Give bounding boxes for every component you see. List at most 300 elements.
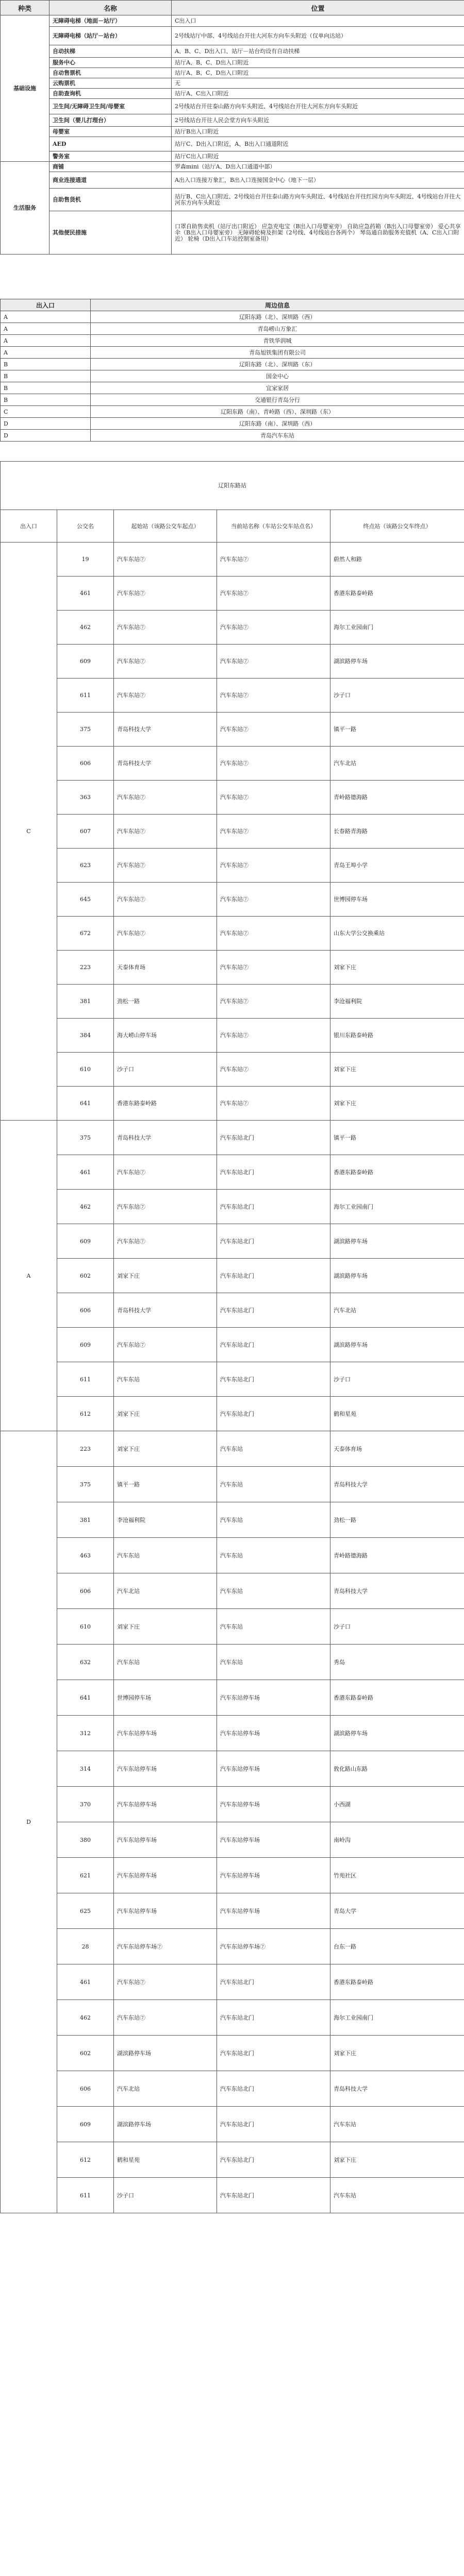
route-start: 刘家下庄 — [114, 1431, 217, 1467]
route-bus: 641 — [57, 1680, 114, 1716]
route-bus: 312 — [57, 1716, 114, 1751]
route-start: 汽车东站⑦ — [114, 645, 217, 679]
facility-name: 母婴室 — [49, 127, 172, 137]
route-bus: 463 — [57, 1538, 114, 1573]
route-bus: 314 — [57, 1751, 114, 1787]
route-bus: 462 — [57, 2000, 114, 2036]
facility-location: 站厅A、B、C、D出入口附近 — [172, 58, 464, 68]
route-start: 刘家下庄 — [114, 1397, 217, 1431]
route-bus: 610 — [57, 1053, 114, 1087]
route-current: 汽车东站北门 — [217, 2000, 330, 2036]
facility-row — [1, 45, 464, 58]
facility-location: C出入口 — [172, 15, 464, 27]
route-end: 湖滨路停车场 — [330, 1259, 464, 1293]
facility-row — [1, 89, 464, 99]
route-end: 刘家下庄 — [330, 1053, 464, 1087]
exit-row — [1, 418, 464, 430]
route-current: 汽车东站北门 — [217, 1155, 330, 1190]
route-start: 汽车东站停车场 — [114, 1787, 217, 1822]
route-bus: 461 — [57, 1964, 114, 2000]
route-current: 汽车东站北门 — [217, 1190, 330, 1224]
route-start: 汽车东站⑦ — [114, 781, 217, 815]
route-start: 青岛科技大学 — [114, 1121, 217, 1155]
route-bus: 610 — [57, 1609, 114, 1645]
route-end: 秀岛 — [330, 1645, 464, 1680]
route-bus: 623 — [57, 849, 114, 883]
exit-row — [1, 370, 464, 382]
route-start: 汽车东站停车场 — [114, 1822, 217, 1858]
route-start: 汽车东站⑦ — [114, 849, 217, 883]
route-current: 汽车东站停车场 — [217, 1680, 330, 1716]
exit-info: 宜家家居 — [91, 382, 464, 394]
route-row — [1, 1467, 464, 1502]
route-bus: 380 — [57, 1822, 114, 1858]
facility-location: A、B、C、D出入口、站厅－站台均设有自动扶梯 — [172, 45, 464, 58]
route-end: 青岛大学 — [330, 1893, 464, 1929]
route-end: 南岭沟 — [330, 1822, 464, 1858]
route-current: 汽车东站北门 — [217, 2036, 330, 2071]
route-current: 汽车东站⑦ — [217, 1087, 330, 1121]
route-row — [1, 781, 464, 815]
exit-label: B — [1, 359, 91, 370]
route-start: 刘家下庄 — [114, 1259, 217, 1293]
route-row — [1, 1787, 464, 1822]
route-start: 汽车东站 — [114, 1645, 217, 1680]
exit-label: A — [1, 335, 91, 347]
facility-row — [1, 99, 464, 114]
exit-row — [1, 406, 464, 418]
route-row — [1, 1893, 464, 1929]
route-end: 沙子口 — [330, 1362, 464, 1397]
facility-name: 无障碍电梯（站厅－站台） — [49, 27, 172, 45]
route-current: 汽车东站⑦ — [217, 543, 330, 577]
route-bus: 375 — [57, 713, 114, 747]
route-row — [1, 1155, 464, 1190]
route-current: 汽车东站 — [217, 1573, 330, 1609]
route-row — [1, 1087, 464, 1121]
route-bus: 611 — [57, 2178, 114, 2213]
route-row — [1, 1964, 464, 2000]
route-bus: 375 — [57, 1121, 114, 1155]
exit-row — [1, 430, 464, 442]
facility-name: 卫生间（婴儿打理台） — [49, 114, 172, 127]
route-start: 汽车东站 — [114, 1538, 217, 1573]
route-row — [1, 2000, 464, 2036]
facility-location: A出入口连接万象汇，B出入口连接国金中心（地下一层） — [172, 172, 464, 189]
route-current: 汽车东站北门 — [217, 1328, 330, 1362]
route-bus: 461 — [57, 577, 114, 611]
route-start: 沙子口 — [114, 2178, 217, 2213]
route-current: 汽车东站停车场 — [217, 1858, 330, 1893]
route-end: 湖滨路停车场 — [330, 1224, 464, 1259]
facility-location: 罗森mini（站厅A、D出入口通道中部） — [172, 162, 464, 172]
exit-label: A — [1, 311, 91, 323]
route-end: 沙子口 — [330, 679, 464, 713]
route-start: 世博园停车场 — [114, 1680, 217, 1716]
route-row — [1, 1822, 464, 1858]
route-start: 汽车东站⑦ — [114, 1155, 217, 1190]
exit-info: 辽阳东路（北）、深圳路（东） — [91, 359, 464, 370]
route-start: 汽车东站⑦ — [114, 577, 217, 611]
exit-row — [1, 323, 464, 335]
route-bus: 607 — [57, 815, 114, 849]
exit-label: D — [1, 418, 91, 430]
route-end: 青岭路德海路 — [330, 1538, 464, 1573]
route-start: 汽车东站停车场 — [114, 1893, 217, 1929]
route-row — [1, 2071, 464, 2107]
route-start: 李沧福利院 — [114, 1502, 217, 1538]
facility-name: 服务中心 — [49, 58, 172, 68]
facility-row — [1, 58, 464, 68]
route-end: 香港东路泰岭路 — [330, 1155, 464, 1190]
facility-table — [0, 0, 464, 255]
route-bus: 621 — [57, 1858, 114, 1893]
route-bus: 609 — [57, 1328, 114, 1362]
route-current: 汽车东站⑦ — [217, 951, 330, 985]
facility-name: 警务室 — [49, 151, 172, 162]
exit-info: 交通银行青岛分行 — [91, 394, 464, 406]
route-row — [1, 1121, 464, 1155]
facility-name: 云购票机 — [49, 78, 172, 89]
route-current: 汽车东站北门 — [217, 1224, 330, 1259]
route-exit: D — [1, 1431, 57, 2213]
route-end: 长春路青海路 — [330, 815, 464, 849]
facility-body — [1, 15, 464, 255]
route-row — [1, 543, 464, 577]
route-current: 汽车东站北门 — [217, 1362, 330, 1397]
route-row — [1, 883, 464, 917]
route-current: 汽车东站停车场 — [217, 1822, 330, 1858]
route-current: 汽车东站⑦ — [217, 781, 330, 815]
exit-row — [1, 311, 464, 323]
route-end: 香港东路泰岭路 — [330, 577, 464, 611]
route-end: 鹤和星苑 — [330, 1397, 464, 1431]
route-start: 汽车东站⑦ — [114, 883, 217, 917]
route-row — [1, 1609, 464, 1645]
route-current: 汽车东站 — [217, 1431, 330, 1467]
route-exit: A — [1, 1121, 57, 1431]
route-end: 湖滨路停车场 — [330, 645, 464, 679]
exit-info: 辽阳东路（南）、深圳路（西） — [91, 418, 464, 430]
route-start: 汽车北站 — [114, 2071, 217, 2107]
exit-row — [1, 382, 464, 394]
route-bus: 606 — [57, 2071, 114, 2107]
route-bus: 612 — [57, 2142, 114, 2178]
route-row — [1, 1573, 464, 1609]
route-end: 青岛科技大学 — [330, 2071, 464, 2107]
route-bus: 609 — [57, 1224, 114, 1259]
route-row — [1, 2178, 464, 2213]
route-start: 湖滨路停车场 — [114, 2036, 217, 2071]
route-end: 山东大学公交换乘站 — [330, 917, 464, 951]
exit-label: B — [1, 370, 91, 382]
exit-label: A — [1, 347, 91, 359]
facility-row — [1, 78, 464, 89]
route-header-current: 当前站名称（车站公交车站点名） — [217, 510, 330, 543]
facility-row — [1, 211, 464, 255]
route-bus: 625 — [57, 1893, 114, 1929]
route-start: 汽车东站⑦ — [114, 1190, 217, 1224]
route-bus: 28 — [57, 1929, 114, 1964]
facility-name: 自助售货机 — [49, 189, 172, 211]
facility-row — [1, 27, 464, 45]
route-end: 香港东路泰岭路 — [330, 1964, 464, 2000]
route-bus: 223 — [57, 1431, 114, 1467]
facility-name: 自动扶梯 — [49, 45, 172, 58]
route-end: 刘家下庄 — [330, 2142, 464, 2178]
route-current: 汽车东站停车场 — [217, 1751, 330, 1787]
facility-name: 无障碍电梯（地面－站厅） — [49, 15, 172, 27]
exit-info: 青岛汽车东站 — [91, 430, 464, 442]
facility-name: 商业连接通道 — [49, 172, 172, 189]
route-row — [1, 1293, 464, 1328]
route-row — [1, 1224, 464, 1259]
route-current: 汽车东站停车场 — [217, 1893, 330, 1929]
route-current: 汽车东站 — [217, 1467, 330, 1502]
route-start: 汽车东站⑦ — [114, 2000, 217, 2036]
route-end: 竹苑社区 — [330, 1858, 464, 1893]
route-end: 镇平一路 — [330, 713, 464, 747]
route-start: 汽车东站停车场 — [114, 1858, 217, 1893]
route-current: 汽车东站⑦ — [217, 883, 330, 917]
route-current: 汽车东站⑦ — [217, 611, 330, 645]
exit-label: A — [1, 323, 91, 335]
route-row — [1, 713, 464, 747]
route-end: 世博园停车场 — [330, 883, 464, 917]
route-end: 海尔工业园南门 — [330, 1190, 464, 1224]
route-current: 汽车东站 — [217, 1609, 330, 1645]
route-start: 汽车东站停车场⑦ — [114, 1929, 217, 1964]
facility-name: 其他便民措施 — [49, 211, 172, 255]
route-end: 青岛科技大学 — [330, 1573, 464, 1609]
route-current: 汽车东站⑦ — [217, 713, 330, 747]
route-row — [1, 1716, 464, 1751]
facility-location: 站厅A、B、C、D出入口附近 — [172, 68, 464, 78]
route-start: 汽车东站⑦ — [114, 543, 217, 577]
route-row — [1, 2107, 464, 2142]
route-row — [1, 815, 464, 849]
facility-location: 站厅C、D出入口附近，A、B出入口通道附近 — [172, 137, 464, 151]
exit-row — [1, 335, 464, 347]
exit-info: 青岛旭铁集团有限公司 — [91, 347, 464, 359]
route-end: 湖滨路停车场 — [330, 1328, 464, 1362]
route-bus: 462 — [57, 1190, 114, 1224]
route-bus: 606 — [57, 1293, 114, 1328]
route-start: 汽车东站⑦ — [114, 679, 217, 713]
route-start: 湖滨路停车场 — [114, 2107, 217, 2142]
route-row — [1, 2142, 464, 2178]
route-current: 汽车东站北门 — [217, 1397, 330, 1431]
route-bus: 381 — [57, 1502, 114, 1538]
facility-header-location: 位置 — [172, 1, 464, 15]
route-row — [1, 951, 464, 985]
station-title: 辽阳东路站 — [1, 462, 464, 510]
route-row — [1, 2036, 464, 2071]
route-start: 汽车东站⑦ — [114, 1224, 217, 1259]
facility-row — [1, 114, 464, 127]
route-start: 汽车北站 — [114, 1573, 217, 1609]
exit-info: 辽阳东路（北）、深圳路（西） — [91, 311, 464, 323]
exit-info: 国金中心 — [91, 370, 464, 382]
route-end: 香港东路泰岭路 — [330, 1680, 464, 1716]
route-end: 刘家下庄 — [330, 2036, 464, 2071]
route-start: 汽车东站停车场 — [114, 1716, 217, 1751]
route-bus: 384 — [57, 1019, 114, 1053]
route-bus: 632 — [57, 1645, 114, 1680]
route-current: 汽车东站北门 — [217, 2142, 330, 2178]
facility-location: 站厅A、C出入口附近 — [172, 89, 464, 99]
route-start: 汽车东站⑦ — [114, 815, 217, 849]
route-row — [1, 1680, 464, 1716]
exit-label: B — [1, 394, 91, 406]
route-start: 青岛科技大学 — [114, 747, 217, 781]
facility-row — [1, 15, 464, 27]
facility-row — [1, 137, 464, 151]
route-current: 汽车东站⑦ — [217, 645, 330, 679]
route-bus: 602 — [57, 2036, 114, 2071]
facility-location: 口罩自助售卖机（站厅出口附近） 应急充电宝（B出入口母婴室旁） 自助应急药箱（B出入口母婴室旁） 爱心共享伞（B出入口母婴室旁） 无障碍轮椅及担架（2号线、4号线站台各两个） 琴岛通自助服务充值机（A、C出入口附近） 轮椅（D出入口车站控制室备用） — [172, 211, 464, 255]
route-current: 汽车东站⑦ — [217, 747, 330, 781]
facility-header-name: 名称 — [49, 1, 172, 15]
route-bus: 645 — [57, 883, 114, 917]
route-current: 汽车东站停车场⑦ — [217, 1929, 330, 1964]
route-current: 汽车东站 — [217, 1502, 330, 1538]
facility-row — [1, 151, 464, 162]
facility-row — [1, 172, 464, 189]
route-current: 汽车东站⑦ — [217, 985, 330, 1019]
route-bus: 606 — [57, 747, 114, 781]
route-current: 汽车东站⑦ — [217, 577, 330, 611]
route-bus: 462 — [57, 611, 114, 645]
route-body — [1, 543, 464, 2213]
route-current: 汽车东站⑦ — [217, 679, 330, 713]
exit-info: 辽阳东路（南）、青岭路（西）、深圳路（东） — [91, 406, 464, 418]
route-row — [1, 1259, 464, 1293]
facility-row — [1, 162, 464, 172]
route-bus: 612 — [57, 1397, 114, 1431]
route-row — [1, 1019, 464, 1053]
route-current: 汽车东站北门 — [217, 1964, 330, 2000]
facility-location: 2号线站台开往人民会堂方向车头附近 — [172, 114, 464, 127]
route-end: 青岛科技大学 — [330, 1467, 464, 1502]
route-start: 劲松一路 — [114, 985, 217, 1019]
route-row — [1, 985, 464, 1019]
exit-info: 青铁华润城 — [91, 335, 464, 347]
route-bus: 641 — [57, 1087, 114, 1121]
route-current: 汽车东站停车场 — [217, 1787, 330, 1822]
route-end: 刘家下庄 — [330, 951, 464, 985]
facility-category: 生活服务 — [1, 162, 49, 255]
route-current: 汽车东站 — [217, 1645, 330, 1680]
facility-location: 2号线站台开往泰山路方向车头附近、4号线站台开往大河东方向车头附近 — [172, 99, 464, 114]
route-start: 天泰体育场 — [114, 951, 217, 985]
station-title-row — [1, 462, 464, 510]
route-end: 汽车北站 — [330, 1293, 464, 1328]
route-end: 刘家下庄 — [330, 1087, 464, 1121]
route-row — [1, 577, 464, 611]
facility-location: 无 — [172, 78, 464, 89]
route-row — [1, 747, 464, 781]
route-end: 李沧福利院 — [330, 985, 464, 1019]
facility-name: 商铺 — [49, 162, 172, 172]
route-bus: 363 — [57, 781, 114, 815]
route-bus: 672 — [57, 917, 114, 951]
exit-row — [1, 394, 464, 406]
route-end: 汽车北站 — [330, 747, 464, 781]
route-row — [1, 1397, 464, 1431]
facility-category: 基础设施 — [1, 15, 49, 162]
route-row — [1, 645, 464, 679]
route-start: 香港东路泰岭路 — [114, 1087, 217, 1121]
exit-label: D — [1, 430, 91, 442]
facility-row — [1, 189, 464, 211]
route-start: 海大崂山停车场 — [114, 1019, 217, 1053]
exit-table — [0, 299, 464, 442]
route-end: 湖滨路停车场 — [330, 1716, 464, 1751]
route-end: 青岭路德海路 — [330, 781, 464, 815]
facility-header-category: 种类 — [1, 1, 49, 15]
route-current: 汽车东站⑦ — [217, 917, 330, 951]
route-end: 海尔工业园南门 — [330, 611, 464, 645]
route-bus: 606 — [57, 1573, 114, 1609]
route-start: 汽车东站⑦ — [114, 1964, 217, 2000]
route-current: 汽车东站⑦ — [217, 815, 330, 849]
route-start: 汽车东站⑦ — [114, 1328, 217, 1362]
route-start: 刘家下庄 — [114, 1609, 217, 1645]
facility-name: 卫生间/无障碍卫生间/母婴室 — [49, 99, 172, 114]
exit-info: 青岛崂山万象汇 — [91, 323, 464, 335]
route-start: 汽车东站停车场 — [114, 1751, 217, 1787]
route-end: 沙子口 — [330, 1609, 464, 1645]
route-header-start: 起始站（该路公交车起点） — [114, 510, 217, 543]
route-row — [1, 1190, 464, 1224]
route-start: 青岛科技大学 — [114, 1293, 217, 1328]
route-row — [1, 1362, 464, 1397]
route-current: 汽车东站北门 — [217, 2107, 330, 2142]
route-start: 镇平一路 — [114, 1467, 217, 1502]
route-row — [1, 1645, 464, 1680]
exit-label: B — [1, 382, 91, 394]
facility-name: 自动售票机 — [49, 68, 172, 78]
route-end: 劲松一路 — [330, 1502, 464, 1538]
route-row — [1, 679, 464, 713]
route-row — [1, 1328, 464, 1362]
route-row — [1, 1431, 464, 1467]
route-header-end: 终点站（该路公交车终点） — [330, 510, 464, 543]
route-current: 汽车东站北门 — [217, 2178, 330, 2213]
exit-header-exit: 出入口 — [1, 299, 91, 311]
route-row — [1, 1053, 464, 1087]
facility-name: AED — [49, 137, 172, 151]
route-end: 银川东路泰岭路 — [330, 1019, 464, 1053]
route-bus: 375 — [57, 1467, 114, 1502]
exit-row — [1, 347, 464, 359]
route-row — [1, 917, 464, 951]
route-start: 青岛科技大学 — [114, 713, 217, 747]
route-header-bus: 公交名 — [57, 510, 114, 543]
facility-location: 站厅C出入口附近 — [172, 151, 464, 162]
route-end: 蔚然人和路 — [330, 543, 464, 577]
route-current: 汽车东站北门 — [217, 1121, 330, 1155]
route-bus: 461 — [57, 1155, 114, 1190]
route-table — [0, 461, 464, 2213]
route-row — [1, 1751, 464, 1787]
route-bus: 611 — [57, 1362, 114, 1397]
route-end: 镇平一路 — [330, 1121, 464, 1155]
route-end: 汽车东站 — [330, 2107, 464, 2142]
route-bus: 609 — [57, 645, 114, 679]
route-start: 沙子口 — [114, 1053, 217, 1087]
